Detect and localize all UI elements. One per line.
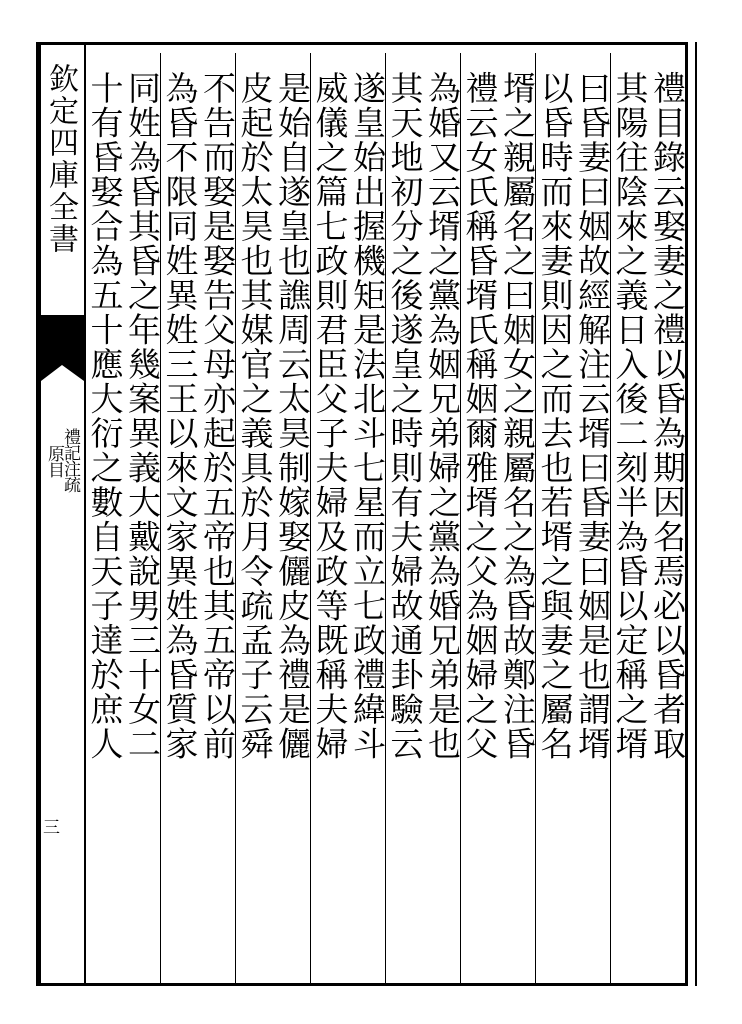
column-text: 禮目錄云娶妻之禮以昏為期因名焉必以昏者取 (648, 71, 687, 761)
text-column (86, 53, 161, 985)
column-text: 皮起於太昊也其媒官之義具於月令疏孟子云舜 (235, 71, 275, 761)
column-text: 是始自遂皇也譙周云太昊制嫁娶儷皮為禮是儷 (273, 71, 312, 761)
text-column (611, 53, 686, 985)
column-text: 威儀之篇七政則君臣父子夫婦及政等既稱夫婦 (310, 71, 350, 761)
column-text: 以昏時而來妻則因之而去也若壻之與妻之屬名 (535, 71, 575, 761)
column-text: 壻之親屬名之曰姻女之親屬名之為昏故鄭注昏 (498, 71, 537, 761)
text-column (536, 53, 611, 985)
page-frame (36, 42, 688, 986)
column-text: 遂皇始出握機矩是法北斗七星而立七政禮緯斗 (348, 71, 387, 761)
book-title: 欽定四庫全書 (43, 63, 78, 255)
fishtail-ornament (41, 315, 84, 365)
text-column (386, 53, 461, 985)
text-column (161, 53, 236, 985)
section-sublabel: 原目 (44, 445, 64, 477)
column-text: 其天地初分之後遂皇之時則有夫婦故通卦驗云 (385, 71, 425, 761)
column-text: 禮云女氏稱昏壻氏稱姻爾雅壻之父為姻婦之父 (460, 71, 500, 761)
text-column (311, 53, 386, 985)
margin-column (41, 45, 86, 983)
page-number: 三 (43, 818, 60, 838)
column-text: 曰昏妻曰姻故經解注云壻曰昏妻曰姻是也謂壻 (573, 71, 612, 761)
column-text: 十有昏娶合為五十應大衍之數自天子達於庶人 (85, 71, 125, 761)
column-text: 為昏不限同姓異姓三王以來文家異姓為昏質家 (160, 71, 200, 761)
column-text: 不告而娶是娶告父母亦起於五帝也其五帝以前 (198, 71, 237, 761)
text-column (236, 53, 311, 985)
section-label: 禮記注疏 (60, 428, 80, 492)
column-text: 為婚又云壻之黨為姻兄弟婦之黨為婚兄弟是也 (423, 71, 462, 761)
text-column (461, 53, 536, 985)
column-text: 同姓為昏其昏之年幾案異義大戴說男三十女二 (123, 71, 162, 761)
column-text: 其陽往陰來之義日入後二刻半為昏以定稱之壻 (610, 71, 650, 761)
